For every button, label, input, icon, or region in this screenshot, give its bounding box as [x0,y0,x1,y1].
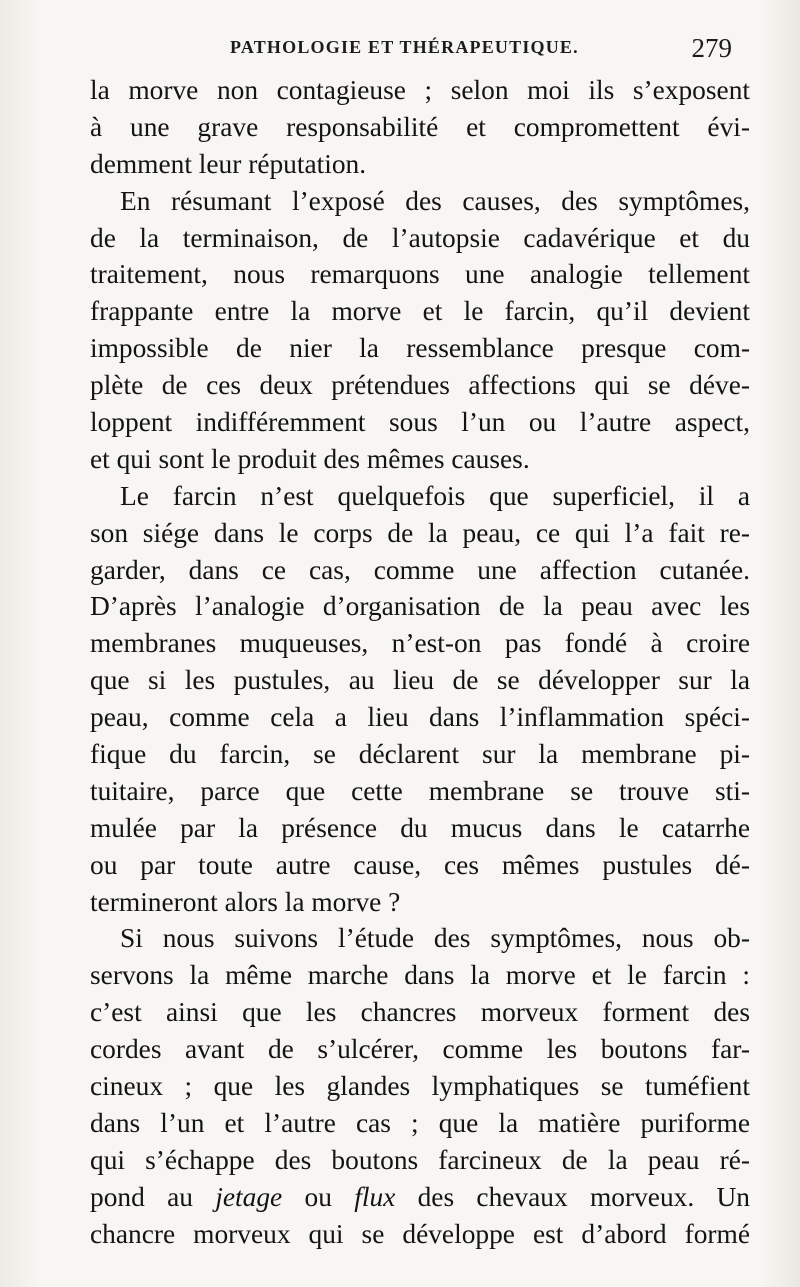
text-line: peau, comme cela a lieu dans l’inflammation spéci- [90,702,750,733]
italic-term-jetage: jetage [215,1181,283,1212]
text-line: plète de ces deux prétendues affections qui se déve- [90,370,750,401]
text-line: que si les pustules, au lieu de se développer sur la [90,665,750,696]
text-line: dans l’un et l’autre cas ; que la matière puriforme [90,1107,750,1138]
text-line: D’après l’analogie d’organisation de la peau avec les [90,591,750,622]
text-line: qui s’échappe des boutons farcineux de la peau ré- [90,1144,750,1175]
text-line: Si nous suivons l’étude des symptômes, nous ob- [120,923,750,954]
text-line: c’est ainsi que les chancres morveux forment des [90,997,750,1028]
text-line: la morve non contagieuse ; selon moi ils s’exposent [90,75,750,105]
text-line: ou par toute autre cause, ces mêmes pustules dé- [90,849,750,880]
text-line: Le farcin n’est quelquefois que superficiel, il a [120,480,750,511]
running-head: PATHOLOGIE ET THÉRAPEUTIQUE. [230,37,579,57]
text-line: frappante entre la morve et le farcin, qu’il devient [90,296,750,327]
text-line: fique du farcin, se déclarent sur la membrane pi- [90,739,750,770]
text-run: des chevaux morveux. Un [395,1181,750,1212]
text-run: ou [282,1181,355,1212]
text-line: tuitaire, parce que cette membrane se trouve sti- [90,775,750,806]
text-line: termineront alors la morve ? [90,886,401,917]
text-line: cineux ; que les glandes lymphatiques se tuméfient [90,1071,750,1102]
page-number: 279 [691,33,732,63]
text-line: membranes muqueuses, n’est-on pas fondé à croire [90,628,750,659]
text-line: de la terminaison, de l’autopsie cadavérique et du [90,222,750,253]
text-line: impossible de nier la ressemblance presque com- [90,333,750,364]
text-line: et qui sont le produit des mêmes causes. [90,443,530,474]
text-line: son siége dans le corps de la peau, ce qui l’a fait re- [90,517,750,548]
italic-term-flux: flux [354,1181,396,1212]
text-line: chancre morveux qui se développe est d’abord formé [90,1218,750,1249]
text-line: demment leur réputation. [90,148,367,179]
text-line: En résumant l’exposé des causes, des symptômes, [120,185,750,216]
page-header [90,33,740,69]
text-run: pond au [90,1181,216,1212]
text-line: à une grave responsabilité et compromettent évi- [90,111,750,142]
text-line: loppent indifféremment sous l’un ou l’autre aspect, [90,407,750,438]
text-line: garder, dans ce cas, comme une affection cutanée. [90,554,750,585]
body-text [90,72,750,1253]
text-line: servons la même marche dans la morve et le farcin : [90,960,750,991]
text-line [90,1179,750,1216]
text-line: traitement, nous remarquons une analogie tellement [90,259,750,290]
text-line: cordes avant de s’ulcérer, comme les boutons far- [90,1034,750,1065]
text-line: mulée par la présence du mucus dans le catarrhe [90,812,750,843]
